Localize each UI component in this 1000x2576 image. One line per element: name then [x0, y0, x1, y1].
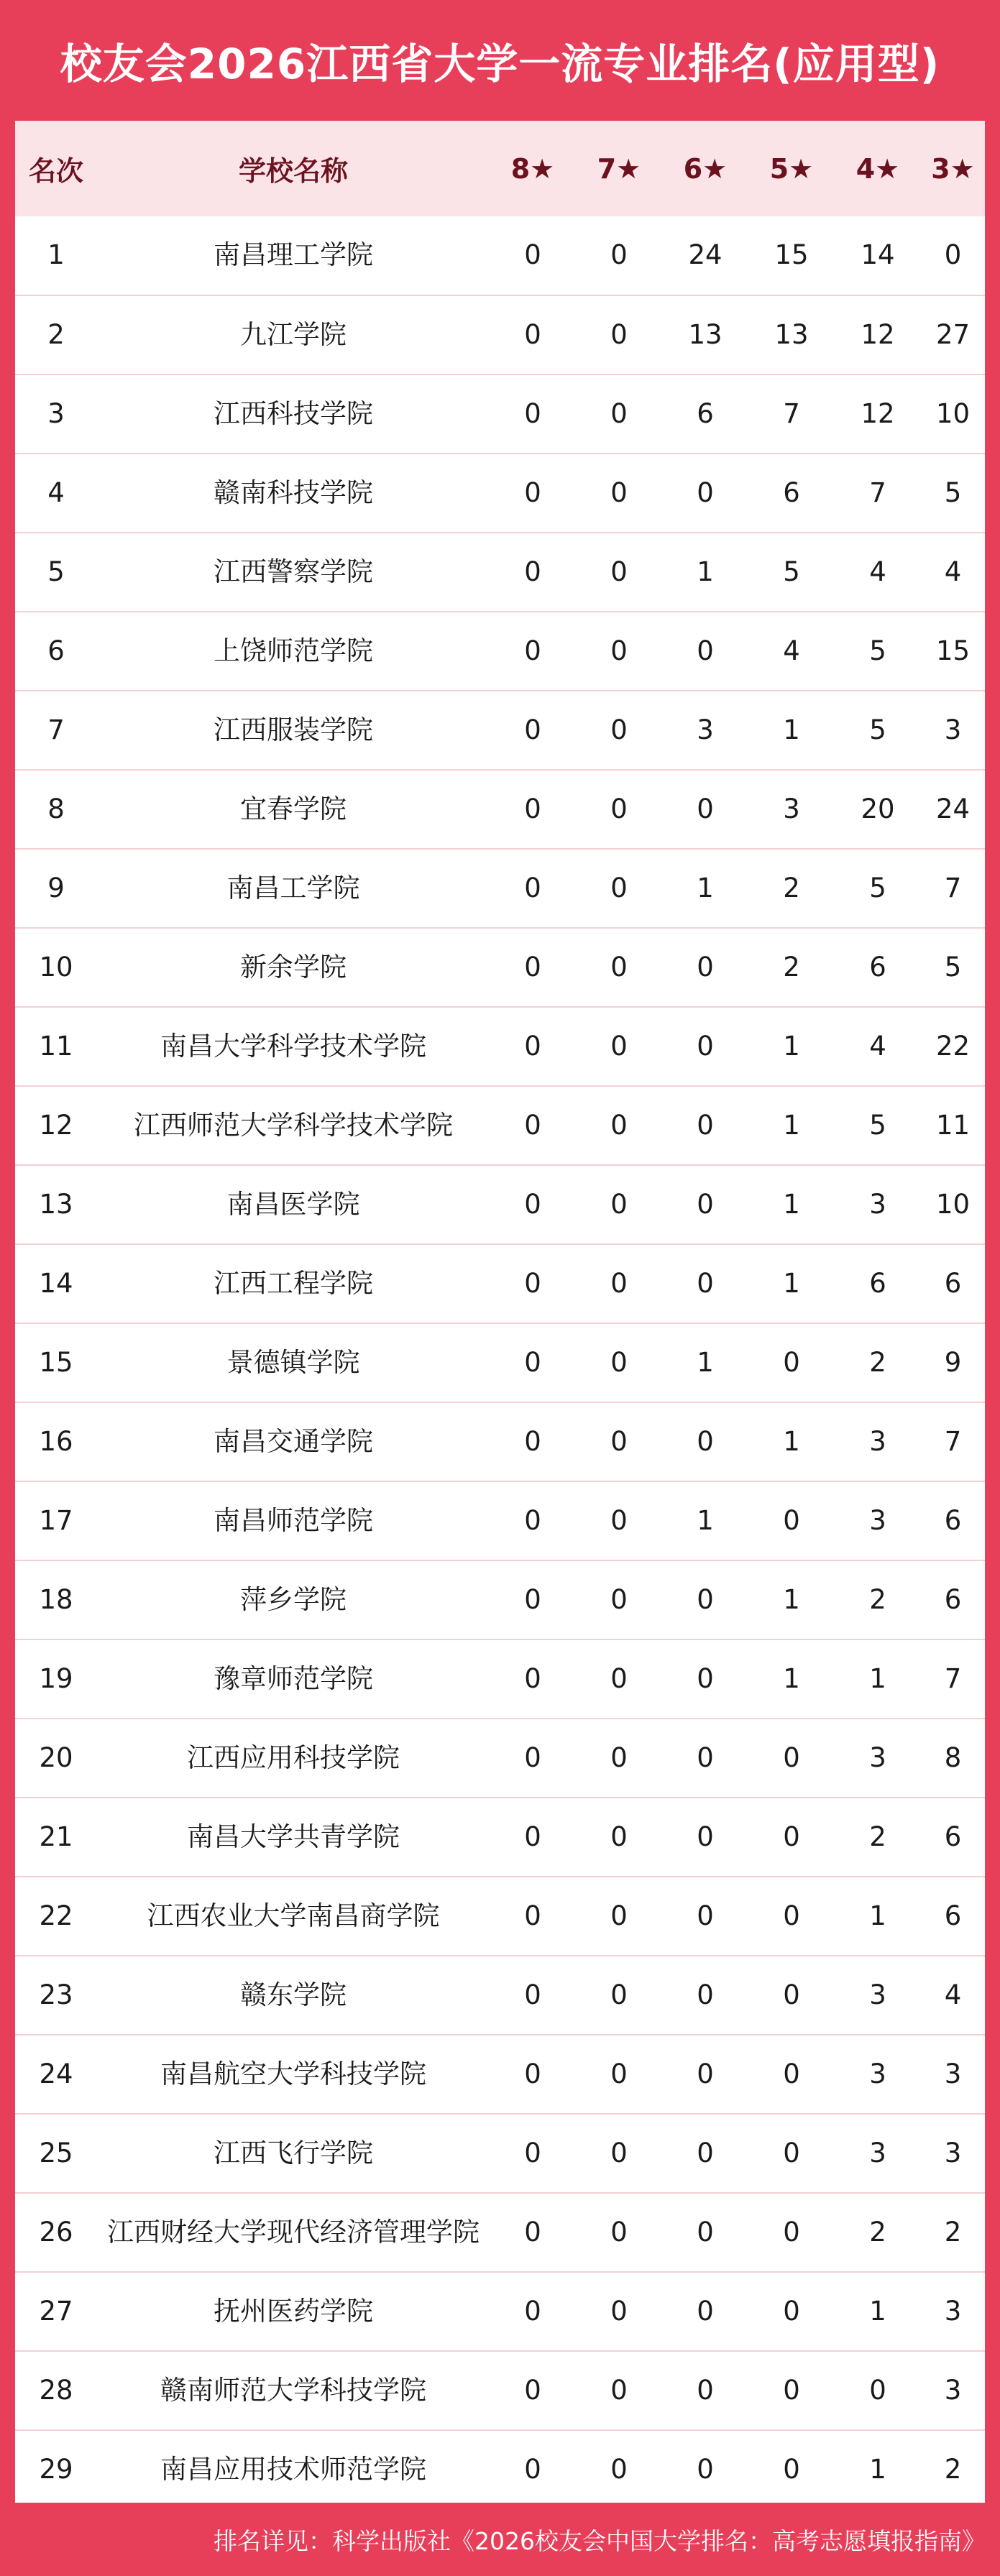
- school-name-cell: 赣南科技学院: [97, 454, 490, 533]
- rank-cell: 2: [15, 295, 97, 374]
- count-7-star-cell: 0: [576, 928, 662, 1007]
- count-7-star-cell: 0: [576, 1481, 662, 1560]
- count-5-star-cell: 3: [748, 770, 835, 849]
- school-name-cell: 宜春学院: [97, 770, 490, 849]
- school-name-cell: 南昌大学科学技术学院: [97, 1007, 490, 1086]
- count-4-star-cell: 12: [835, 374, 921, 454]
- count-5-star-cell: 0: [748, 2272, 835, 2351]
- count-4-star-cell: 3: [835, 1402, 921, 1481]
- count-8-star-cell: 0: [490, 1719, 576, 1798]
- title-bar: [0, 0, 1000, 121]
- count-6-star-cell: 0: [662, 1007, 748, 1086]
- school-name-cell: 江西警察学院: [97, 533, 490, 612]
- rank-cell: 15: [15, 1323, 97, 1402]
- school-name-cell: 南昌应用技术师范学院: [160, 2454, 426, 2485]
- count-3-star-cell: 8: [921, 1719, 985, 1798]
- count-5-star-cell: 15: [748, 216, 835, 295]
- count-8-star-cell: 0: [490, 691, 576, 770]
- rank-cell: 17: [15, 1481, 97, 1560]
- count-6-star-cell: 0: [662, 2114, 748, 2193]
- school-name-cell: 南昌理工学院: [97, 216, 490, 295]
- count-4-star-cell: 0: [835, 2351, 921, 2430]
- count-5-star-cell: 1: [748, 1244, 835, 1323]
- count-7-star-cell: 0: [576, 1165, 662, 1244]
- rank-cell: 14: [15, 1244, 97, 1323]
- count-4-star-cell: 12: [835, 295, 921, 374]
- school-name-cell: 南昌大学共青学院: [97, 1798, 490, 1877]
- count-6-star-cell: 0: [662, 770, 748, 849]
- count-5-star-cell: 0: [748, 1323, 835, 1402]
- count-4-star-cell: 3: [835, 2035, 921, 2114]
- count-7-star-cell: 0: [576, 1877, 662, 1956]
- rank-cell: 19: [15, 1639, 97, 1719]
- header-7-star: 7★: [597, 152, 641, 185]
- rank-cell: 13: [15, 1165, 97, 1244]
- table-row: [15, 612, 985, 691]
- header-rank: 名次: [28, 155, 83, 187]
- table-row: [15, 1481, 985, 1560]
- table-row: [15, 2193, 985, 2272]
- count-6-star-cell: 0: [662, 1639, 748, 1719]
- count-7-star-cell: 0: [576, 691, 662, 770]
- count-4-star-cell: 4: [835, 1007, 921, 1086]
- table-row: [15, 1402, 985, 1481]
- school-name-cell: 赣东学院: [97, 1956, 490, 2035]
- count-7-star-cell: 0: [610, 2454, 628, 2485]
- count-3-star-cell: 3: [921, 2114, 985, 2193]
- count-7-star-cell: 0: [576, 770, 662, 849]
- table-header-row: [15, 121, 985, 216]
- count-3-star-cell: 7: [921, 849, 985, 928]
- count-7-star-cell: 0: [576, 533, 662, 612]
- ranking-table: [15, 121, 985, 2509]
- count-5-star-cell: 0: [748, 1956, 835, 2035]
- count-6-star-cell: 1: [662, 849, 748, 928]
- rank-cell: 4: [15, 454, 97, 533]
- count-7-star-cell: 0: [576, 1244, 662, 1323]
- school-name-cell: 景德镇学院: [97, 1323, 490, 1402]
- count-8-star-cell: 0: [490, 2114, 576, 2193]
- rank-cell: 12: [15, 1086, 97, 1165]
- count-6-star-cell: 0: [662, 1877, 748, 1956]
- count-8-star-cell: 0: [490, 1165, 576, 1244]
- count-5-star-cell: 13: [748, 295, 835, 374]
- count-8-star-cell: 0: [490, 1244, 576, 1323]
- count-8-star-cell: 0: [490, 849, 576, 928]
- count-3-star-cell: 9: [921, 1323, 985, 1402]
- rank-cell: 5: [15, 533, 97, 612]
- count-7-star-cell: 0: [576, 1086, 662, 1165]
- header-school: 学校名称: [238, 155, 348, 187]
- count-3-star-cell: 22: [921, 1007, 985, 1086]
- table-row: [15, 770, 985, 849]
- count-8-star-cell: 0: [490, 1798, 576, 1877]
- table-row: [15, 849, 985, 928]
- rank-cell: 29: [39, 2454, 73, 2485]
- count-4-star-cell: 14: [835, 216, 921, 295]
- count-4-star-cell: 5: [835, 849, 921, 928]
- rank-cell: 24: [15, 2035, 97, 2114]
- count-3-star-cell: 27: [921, 295, 985, 374]
- count-5-star-cell: 0: [748, 1877, 835, 1956]
- rank-cell: 18: [15, 1560, 97, 1639]
- school-name-cell: 赣南师范大学科技学院: [97, 2351, 490, 2430]
- count-5-star-cell: 0: [748, 2035, 835, 2114]
- count-8-star-cell: 0: [490, 295, 576, 374]
- count-8-star-cell: 0: [490, 1323, 576, 1402]
- count-5-star-cell: 4: [748, 612, 835, 691]
- count-8-star-cell: 0: [490, 216, 576, 295]
- count-4-star-cell: 5: [835, 691, 921, 770]
- count-3-star-cell: 3: [921, 691, 985, 770]
- count-4-star-cell: 6: [835, 1244, 921, 1323]
- rank-cell: 11: [15, 1007, 97, 1086]
- count-5-star-cell: 7: [748, 374, 835, 454]
- count-4-star-cell: 2: [835, 2193, 921, 2272]
- rank-cell: 16: [15, 1402, 97, 1481]
- table-body: [15, 216, 985, 2509]
- count-3-star-cell: 10: [921, 1165, 985, 1244]
- count-7-star-cell: 0: [576, 612, 662, 691]
- count-3-star-cell: 4: [921, 1956, 985, 2035]
- count-8-star-cell: 0: [490, 1639, 576, 1719]
- count-5-star-cell: 1: [748, 1639, 835, 1719]
- header-8-star: 8★: [510, 152, 555, 185]
- count-8-star-cell: 0: [490, 1560, 576, 1639]
- count-6-star-cell: 0: [662, 2272, 748, 2351]
- count-8-star-cell: 0: [524, 2454, 541, 2485]
- count-6-star-cell: 0: [662, 928, 748, 1007]
- table-row: [15, 216, 985, 295]
- table-row: [15, 928, 985, 1007]
- count-7-star-cell: 0: [576, 295, 662, 374]
- count-3-star-cell: 3: [921, 2351, 985, 2430]
- count-7-star-cell: 0: [576, 454, 662, 533]
- count-8-star-cell: 0: [490, 533, 576, 612]
- count-7-star-cell: 0: [576, 1719, 662, 1798]
- count-6-star-cell: 0: [662, 1798, 748, 1877]
- count-4-star-cell: 3: [835, 2114, 921, 2193]
- school-name-cell: 新余学院: [97, 928, 490, 1007]
- table-row: [15, 295, 985, 374]
- table-row: [15, 1956, 985, 2035]
- rank-cell: 1: [15, 216, 97, 295]
- count-3-star-cell: 3: [921, 2272, 985, 2351]
- table-row: [15, 2114, 985, 2193]
- table-row: [15, 1877, 985, 1956]
- school-name-cell: 九江学院: [97, 295, 490, 374]
- footer: [0, 2503, 1000, 2576]
- count-7-star-cell: 0: [576, 216, 662, 295]
- count-8-star-cell: 0: [490, 1007, 576, 1086]
- count-6-star-cell: 0: [697, 2454, 714, 2485]
- count-8-star-cell: 0: [490, 1086, 576, 1165]
- header-3-star: 3★: [931, 152, 975, 185]
- count-4-star-cell: 3: [835, 1165, 921, 1244]
- count-6-star-cell: 0: [662, 1165, 748, 1244]
- count-6-star-cell: 0: [662, 1086, 748, 1165]
- count-4-star-cell: 1: [835, 2272, 921, 2351]
- count-3-star-cell: 10: [921, 374, 985, 454]
- header-5-star: 5★: [769, 152, 814, 185]
- count-8-star-cell: 0: [490, 374, 576, 454]
- count-5-star-cell: 0: [748, 2193, 835, 2272]
- count-6-star-cell: 0: [662, 2351, 748, 2430]
- count-3-star-cell: 2: [944, 2454, 962, 2485]
- count-8-star-cell: 0: [490, 454, 576, 533]
- count-8-star-cell: 0: [490, 928, 576, 1007]
- table-row: [15, 1560, 985, 1639]
- rank-cell: 26: [15, 2193, 97, 2272]
- header-4-star: 4★: [855, 152, 900, 185]
- rank-cell: 6: [15, 612, 97, 691]
- count-7-star-cell: 0: [576, 2351, 662, 2430]
- table-row: [15, 533, 985, 612]
- school-name-cell: 江西师范大学科学技术学院: [97, 1086, 490, 1165]
- rank-cell: 7: [15, 691, 97, 770]
- count-5-star-cell: 1: [748, 1402, 835, 1481]
- table-row: [15, 2430, 985, 2509]
- count-4-star-cell: 1: [835, 1877, 921, 1956]
- count-5-star-cell: 0: [748, 2351, 835, 2430]
- count-4-star-cell: 4: [835, 533, 921, 612]
- school-name-cell: 南昌医学院: [97, 1165, 490, 1244]
- count-7-star-cell: 0: [576, 1639, 662, 1719]
- count-5-star-cell: 2: [748, 928, 835, 1007]
- count-8-star-cell: 0: [490, 2272, 576, 2351]
- count-6-star-cell: 0: [662, 454, 748, 533]
- count-3-star-cell: 15: [921, 612, 985, 691]
- table-row: [15, 2035, 985, 2114]
- count-3-star-cell: 5: [921, 928, 985, 1007]
- count-5-star-cell: 0: [748, 1798, 835, 1877]
- count-7-star-cell: 0: [576, 2035, 662, 2114]
- count-6-star-cell: 0: [662, 1560, 748, 1639]
- count-3-star-cell: 7: [921, 1639, 985, 1719]
- count-6-star-cell: 0: [662, 1244, 748, 1323]
- count-6-star-cell: 0: [662, 2193, 748, 2272]
- count-5-star-cell: 0: [748, 1481, 835, 1560]
- count-3-star-cell: 2: [921, 2193, 985, 2272]
- count-4-star-cell: 7: [835, 454, 921, 533]
- count-8-star-cell: 0: [490, 2351, 576, 2430]
- count-6-star-cell: 0: [662, 1402, 748, 1481]
- count-7-star-cell: 0: [576, 1956, 662, 2035]
- count-5-star-cell: 0: [748, 2114, 835, 2193]
- school-name-cell: 抚州医药学院: [97, 2272, 490, 2351]
- table-row: [15, 1244, 985, 1323]
- table-row: [15, 1165, 985, 1244]
- rank-cell: 28: [15, 2351, 97, 2430]
- count-7-star-cell: 0: [576, 1007, 662, 1086]
- rank-cell: 22: [15, 1877, 97, 1956]
- school-name-cell: 江西农业大学南昌商学院: [97, 1877, 490, 1956]
- school-name-cell: 江西飞行学院: [97, 2114, 490, 2193]
- school-name-cell: 南昌师范学院: [97, 1481, 490, 1560]
- count-8-star-cell: 0: [490, 770, 576, 849]
- count-3-star-cell: 6: [921, 1244, 985, 1323]
- count-5-star-cell: 0: [748, 1719, 835, 1798]
- count-6-star-cell: 13: [662, 295, 748, 374]
- rank-cell: 25: [15, 2114, 97, 2193]
- count-3-star-cell: 5: [921, 454, 985, 533]
- count-6-star-cell: 1: [662, 533, 748, 612]
- table-row: [15, 1719, 985, 1798]
- source-note: 排名详见：科学出版社《2026校友会中国大学排名：高考志愿填报指南》: [214, 2526, 986, 2555]
- count-3-star-cell: 7: [921, 1402, 985, 1481]
- count-3-star-cell: 3: [921, 2035, 985, 2114]
- school-name-cell: 南昌交通学院: [97, 1402, 490, 1481]
- count-7-star-cell: 0: [576, 2193, 662, 2272]
- table-row: [15, 1639, 985, 1719]
- count-5-star-cell: 1: [748, 1007, 835, 1086]
- count-4-star-cell: 3: [835, 1956, 921, 2035]
- count-3-star-cell: 4: [921, 533, 985, 612]
- table-row: [15, 454, 985, 533]
- count-4-star-cell: 5: [835, 1086, 921, 1165]
- rank-cell: 20: [15, 1719, 97, 1798]
- count-5-star-cell: 1: [748, 691, 835, 770]
- count-4-star-cell: 2: [835, 1798, 921, 1877]
- count-7-star-cell: 0: [576, 1323, 662, 1402]
- table-row: [15, 1086, 985, 1165]
- count-5-star-cell: 2: [748, 849, 835, 928]
- page-title: 校友会2026江西省大学一流专业排名(应用型): [60, 40, 940, 88]
- rank-cell: 21: [15, 1798, 97, 1877]
- rank-cell: 23: [15, 1956, 97, 2035]
- rank-cell: 3: [15, 374, 97, 454]
- count-5-star-cell: 1: [748, 1560, 835, 1639]
- rank-cell: 9: [15, 849, 97, 928]
- count-5-star-cell: 1: [748, 1165, 835, 1244]
- count-3-star-cell: 6: [921, 1877, 985, 1956]
- count-6-star-cell: 0: [662, 1956, 748, 2035]
- count-5-star-cell: 6: [748, 454, 835, 533]
- count-8-star-cell: 0: [490, 612, 576, 691]
- count-4-star-cell: 5: [835, 612, 921, 691]
- table-row: [15, 2272, 985, 2351]
- count-3-star-cell: 6: [921, 1481, 985, 1560]
- count-7-star-cell: 0: [576, 849, 662, 928]
- rank-cell: 27: [15, 2272, 97, 2351]
- count-7-star-cell: 0: [576, 1560, 662, 1639]
- count-4-star-cell: 6: [835, 928, 921, 1007]
- count-6-star-cell: 6: [662, 374, 748, 454]
- table-row: [15, 1007, 985, 1086]
- school-name-cell: 江西工程学院: [97, 1244, 490, 1323]
- table-row: [15, 691, 985, 770]
- count-8-star-cell: 0: [490, 1956, 576, 2035]
- school-name-cell: 南昌工学院: [97, 849, 490, 928]
- count-4-star-cell: 2: [835, 1560, 921, 1639]
- school-name-cell: 南昌航空大学科技学院: [97, 2035, 490, 2114]
- count-6-star-cell: 1: [662, 1481, 748, 1560]
- count-8-star-cell: 0: [490, 1877, 576, 1956]
- school-name-cell: 江西应用科技学院: [97, 1719, 490, 1798]
- school-name-cell: 萍乡学院: [97, 1560, 490, 1639]
- rank-cell: 10: [15, 928, 97, 1007]
- count-5-star-cell: 0: [783, 2454, 800, 2485]
- school-name-cell: 江西服装学院: [97, 691, 490, 770]
- count-3-star-cell: 11: [921, 1086, 985, 1165]
- count-3-star-cell: 6: [921, 1560, 985, 1639]
- header-6-star: 6★: [683, 152, 728, 185]
- count-5-star-cell: 5: [748, 533, 835, 612]
- count-4-star-cell: 2: [835, 1323, 921, 1402]
- count-6-star-cell: 1: [662, 1323, 748, 1402]
- count-5-star-cell: 1: [748, 1086, 835, 1165]
- school-name-cell: 江西科技学院: [97, 374, 490, 454]
- count-7-star-cell: 0: [576, 1798, 662, 1877]
- count-4-star-cell: 3: [835, 1481, 921, 1560]
- table-row: [15, 374, 985, 454]
- count-8-star-cell: 0: [490, 2035, 576, 2114]
- count-8-star-cell: 0: [490, 2193, 576, 2272]
- table-row: [15, 1323, 985, 1402]
- count-6-star-cell: 3: [662, 691, 748, 770]
- count-3-star-cell: 0: [921, 216, 985, 295]
- count-6-star-cell: 0: [662, 612, 748, 691]
- table-row: [15, 2351, 985, 2430]
- count-4-star-cell: 20: [835, 770, 921, 849]
- count-6-star-cell: 0: [662, 1719, 748, 1798]
- count-4-star-cell: 1: [835, 1639, 921, 1719]
- count-7-star-cell: 0: [576, 374, 662, 454]
- count-3-star-cell: 6: [921, 1798, 985, 1877]
- school-name-cell: 江西财经大学现代经济管理学院: [97, 2193, 490, 2272]
- count-4-star-cell: 1: [869, 2454, 886, 2485]
- count-8-star-cell: 0: [490, 1402, 576, 1481]
- count-4-star-cell: 3: [835, 1719, 921, 1798]
- count-8-star-cell: 0: [490, 1481, 576, 1560]
- rank-cell: 8: [15, 770, 97, 849]
- school-name-cell: 豫章师范学院: [97, 1639, 490, 1719]
- ranking-panel: [15, 121, 985, 2503]
- count-7-star-cell: 0: [576, 2114, 662, 2193]
- count-6-star-cell: 24: [662, 216, 748, 295]
- school-name-cell: 上饶师范学院: [97, 612, 490, 691]
- table-row: [15, 1798, 985, 1877]
- count-6-star-cell: 0: [662, 2035, 748, 2114]
- count-3-star-cell: 24: [921, 770, 985, 849]
- count-7-star-cell: 0: [576, 1402, 662, 1481]
- count-7-star-cell: 0: [576, 2272, 662, 2351]
